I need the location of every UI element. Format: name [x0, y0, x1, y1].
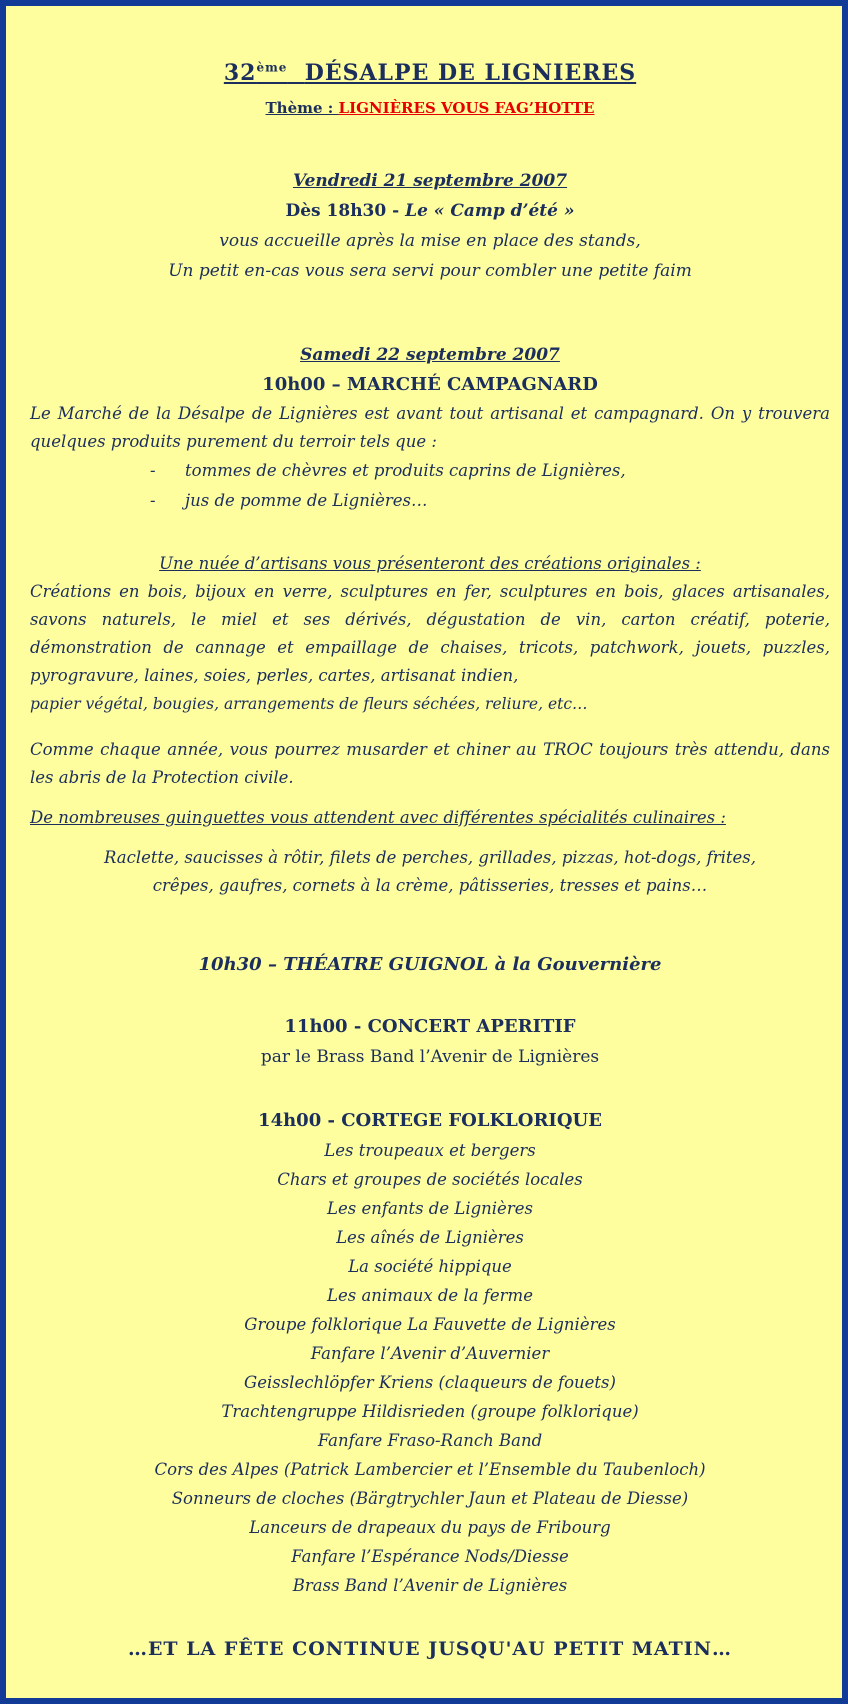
list-item: Trachtengruppe Hildisrieden (groupe folklorique) [221, 1402, 639, 1421]
poster-title [30, 60, 830, 86]
friday-time-line [30, 196, 830, 226]
friday-time: Dès 18h30 - [285, 201, 406, 221]
cortege-title: 14h00 - CORTEGE FOLKLORIQUE [258, 1110, 602, 1131]
artisans-heading: Une nuée d’artisans vous présenteront des créations originales : [159, 554, 701, 573]
friday-camp: Le « Camp d’été » [405, 201, 575, 221]
theme-label: Thème : [265, 99, 339, 117]
list-item: Fanfare Fraso-Ranch Band [317, 1431, 543, 1450]
troc-text: Comme chaque année, vous pourrez musarder et chiner au TROC toujours très attendu, dans les abris de la Protection civile. [30, 740, 830, 787]
cortege-list [30, 1136, 830, 1600]
title-sup: ème [256, 60, 288, 75]
market-text: Le Marché de la Désalpe de Lignières est avant tout artisanal et campagnard. On y trouvera quelques produits purement du terroir tels que : [30, 404, 830, 451]
title-rest: DÉSALPE DE LIGNIERES [304, 60, 637, 86]
products-list [30, 456, 830, 516]
list-item: Groupe folklorique La Fauvette de Lignières [244, 1315, 616, 1334]
theme-line [30, 99, 830, 117]
friday-line-2: Un petit en-cas vous sera servi pour combler une petite faim [168, 261, 692, 281]
guinguettes-heading: De nombreuses guinguettes vous attendent avec différentes spécialités culinaires : [30, 808, 726, 827]
concert-title: 11h00 - CONCERT APERITIF [284, 1016, 576, 1037]
list-item: Les animaux de la ferme [327, 1286, 533, 1305]
saturday-section [30, 340, 830, 516]
theme-value: LIGNIÈRES VOUS FAG’HOTTE [338, 99, 595, 117]
guinguettes-section [30, 804, 830, 900]
artisans-text: Créations en bois, bijoux en verre, sculptures en fer, sculptures en bois, glaces artisanales, savons naturels, le miel et ses dérivés, dégustation de vin, carton créatif, poterie, démonstration de cannage et empaillage de chaises, tricots, patchwork, jouets, puzzles, pyrogravure, laines, soies, perles, cartes, artisanat indien, [30, 582, 830, 685]
list-item: Lanceurs de drapeaux du pays de Fribourg [249, 1518, 611, 1537]
list-item: Brass Band l’Avenir de Lignières [292, 1576, 568, 1595]
concert-subtitle: par le Brass Band l’Avenir de Lignières [260, 1047, 600, 1067]
friday-line-1: vous accueille après la mise en place des stands, [219, 231, 641, 251]
friday-heading: Vendredi 21 septembre 2007 [292, 171, 568, 191]
troc-section [30, 736, 830, 792]
list-item: La société hippique [348, 1257, 512, 1276]
list-item: Les troupeaux et bergers [324, 1141, 536, 1160]
friday-section [30, 166, 830, 286]
list-item: Fanfare l’Espérance Nods/Diesse [291, 1547, 569, 1566]
list-item: - tommes de chèvres et produits caprins de Lignières, [30, 456, 830, 486]
list-item: Fanfare l’Avenir d’Auvernier [310, 1344, 550, 1363]
list-item: Chars et groupes de sociétés locales [277, 1170, 583, 1189]
list-item: Geisslechlöpfer Kriens (claqueurs de fouets) [244, 1373, 616, 1392]
food-line-2: crêpes, gaufres, cornets à la crème, pâtisseries, tresses et pains… [152, 876, 708, 895]
artisans-text-end: papier végétal, bougies, arrangements de fleurs séchées, reliure, etc… [30, 695, 588, 713]
cortege-section [30, 1106, 830, 1600]
concert-section [30, 1012, 830, 1072]
list-item: Les enfants de Lignières [327, 1199, 533, 1218]
saturday-heading: Samedi 22 septembre 2007 [300, 345, 560, 365]
final-section [30, 1638, 830, 1660]
list-item: Cors des Alpes (Patrick Lambercier et l’Ensemble du Taubenloch) [154, 1460, 706, 1479]
market-title: 10h00 – MARCHÉ CAMPAGNARD [262, 374, 598, 395]
title-number: 32 [223, 60, 257, 86]
food-line-1: Raclette, saucisses à rôtir, filets de perches, grillades, pizzas, hot-dogs, frites, [103, 848, 757, 867]
guignol-title: 10h30 – THÉATRE GUIGNOL à la Gouvernière [198, 954, 662, 975]
guignol-section [30, 950, 830, 980]
artisans-section [30, 550, 830, 718]
list-item: Sonneurs de cloches (Bärgtrychler Jaun et Plateau de Diesse) [171, 1489, 689, 1508]
list-item: - jus de pomme de Lignières… [30, 486, 830, 516]
list-item: Les aînés de Lignières [336, 1228, 524, 1247]
final-line: …ET LA FÊTE CONTINUE JUSQU'AU PETIT MATIN… [127, 1638, 733, 1660]
